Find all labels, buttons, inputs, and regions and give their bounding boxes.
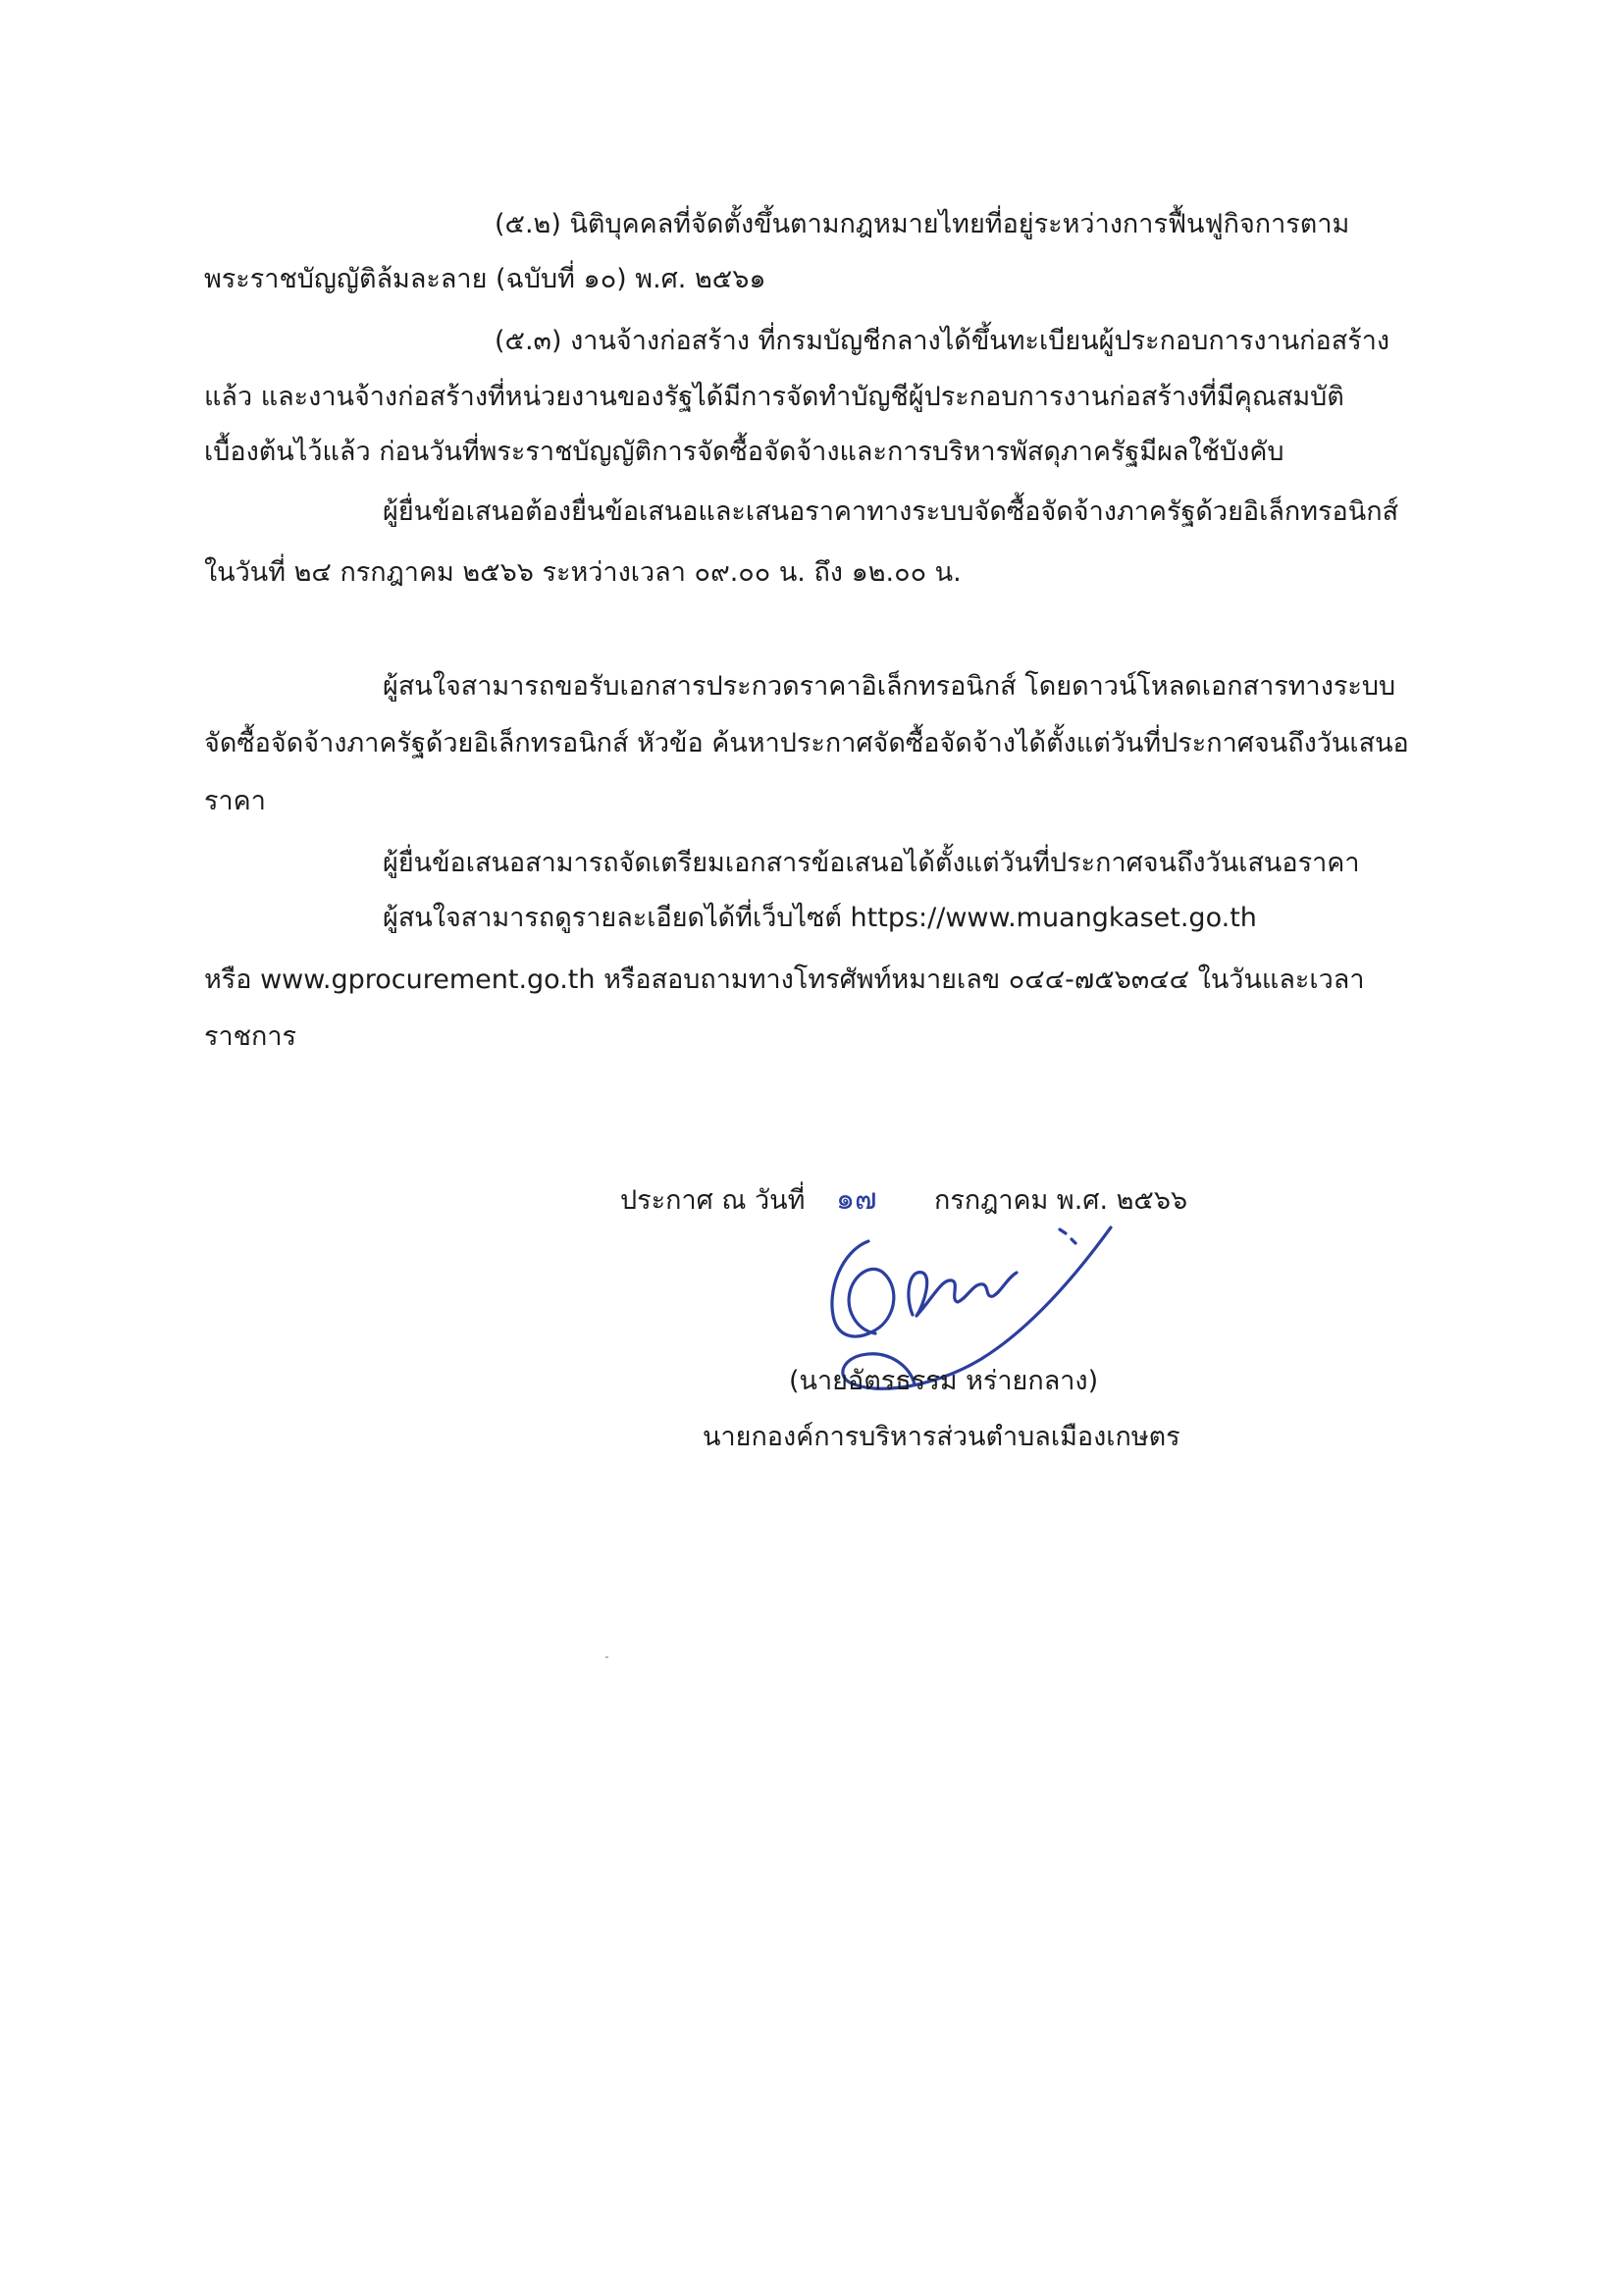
paragraph-line: (๕.๓) งานจ้างก่อสร้าง ที่กรมบัญชีกลางได้ขึ้นทะเบียนผู้ประกอบการงานก่อสร้าง (495, 326, 1390, 356)
scan-speck (605, 1656, 608, 1658)
signatory-name: (นายอัตรธรรม หร่ายกลาง) (789, 1366, 1099, 1396)
paragraph-line: แล้ว และงานจ้างก่อสร้างที่หน่วยงานของรัฐได้มีการจัดทำบัญชีผู้ประกอบการงานก่อสร้างที่มีคุณสมบัติ (204, 382, 1344, 412)
signatory-position: นายกองค์การบริหารส่วนตำบลเมืองเกษตร (703, 1422, 1180, 1452)
paragraph-line: ราชการ (204, 1021, 296, 1052)
paragraph-line: ผู้สนใจสามารถดูรายละเอียดได้ที่เว็บไซต์ https://www.muangkaset.go.th (383, 903, 1257, 933)
paragraph-line: (๕.๒) นิติบุคคลที่จัดตั้งขึ้นตามกฎหมายไทยที่อยู่ระหว่างการฟื้นฟูกิจการตาม (495, 209, 1350, 239)
paragraph-line: ผู้สนใจสามารถขอรับเอกสารประกวดราคาอิเล็กทรอนิกส์ โดยดาวน์โหลดเอกสารทางระบบ (383, 671, 1396, 702)
paragraph-line: ราคา (204, 786, 266, 816)
paragraph-line: เบื้องต้นไว้แล้ว ก่อนวันที่พระราชบัญญัติการจัดซื้อจัดจ้างและการบริหารพัสดุภาครัฐมีผลใช้บังคับ (204, 437, 1284, 467)
paragraph-line: หรือ www.gprocurement.go.th หรือสอบถามทางโทรศัพท์หมายเลข ๐๔๔-๗๕๖๓๔๔ ในวันและเวลา (204, 965, 1365, 995)
announcement-date-prefix: ประกาศ ณ วันที่ (620, 1185, 806, 1216)
paragraph-line: พระราชบัญญัติล้มละลาย (ฉบับที่ ๑๐) พ.ศ. ๒๕๖๑ (204, 264, 766, 294)
paragraph-line: ผู้ยื่นข้อเสนอสามารถจัดเตรียมเอกสารข้อเสนอได้ตั้งแต่วันที่ประกาศจนถึงวันเสนอราคา (383, 848, 1360, 878)
handwritten-day: ๑๗ (836, 1182, 877, 1217)
paragraph-line: จัดซื้อจัดจ้างภาครัฐด้วยอิเล็กทรอนิกส์ หัวข้อ ค้นหาประกาศจัดซื้อจัดจ้างได้ตั้งแต่วันที่ประกาศจนถึงวันเสนอ (204, 728, 1409, 758)
paragraph-line: ในวันที่ ๒๔ กรกฎาคม ๒๕๖๖ ระหว่างเวลา ๐๙.๐๐ น. ถึง ๑๒.๐๐ น. (204, 557, 962, 588)
announcement-date-month-year: กรกฎาคม พ.ศ. ๒๕๖๖ (934, 1185, 1188, 1216)
paragraph-line: ผู้ยื่นข้อเสนอต้องยื่นข้อเสนอและเสนอราคาทางระบบจัดซื้อจัดจ้างภาครัฐด้วยอิเล็กทรอนิกส์ (383, 496, 1399, 527)
